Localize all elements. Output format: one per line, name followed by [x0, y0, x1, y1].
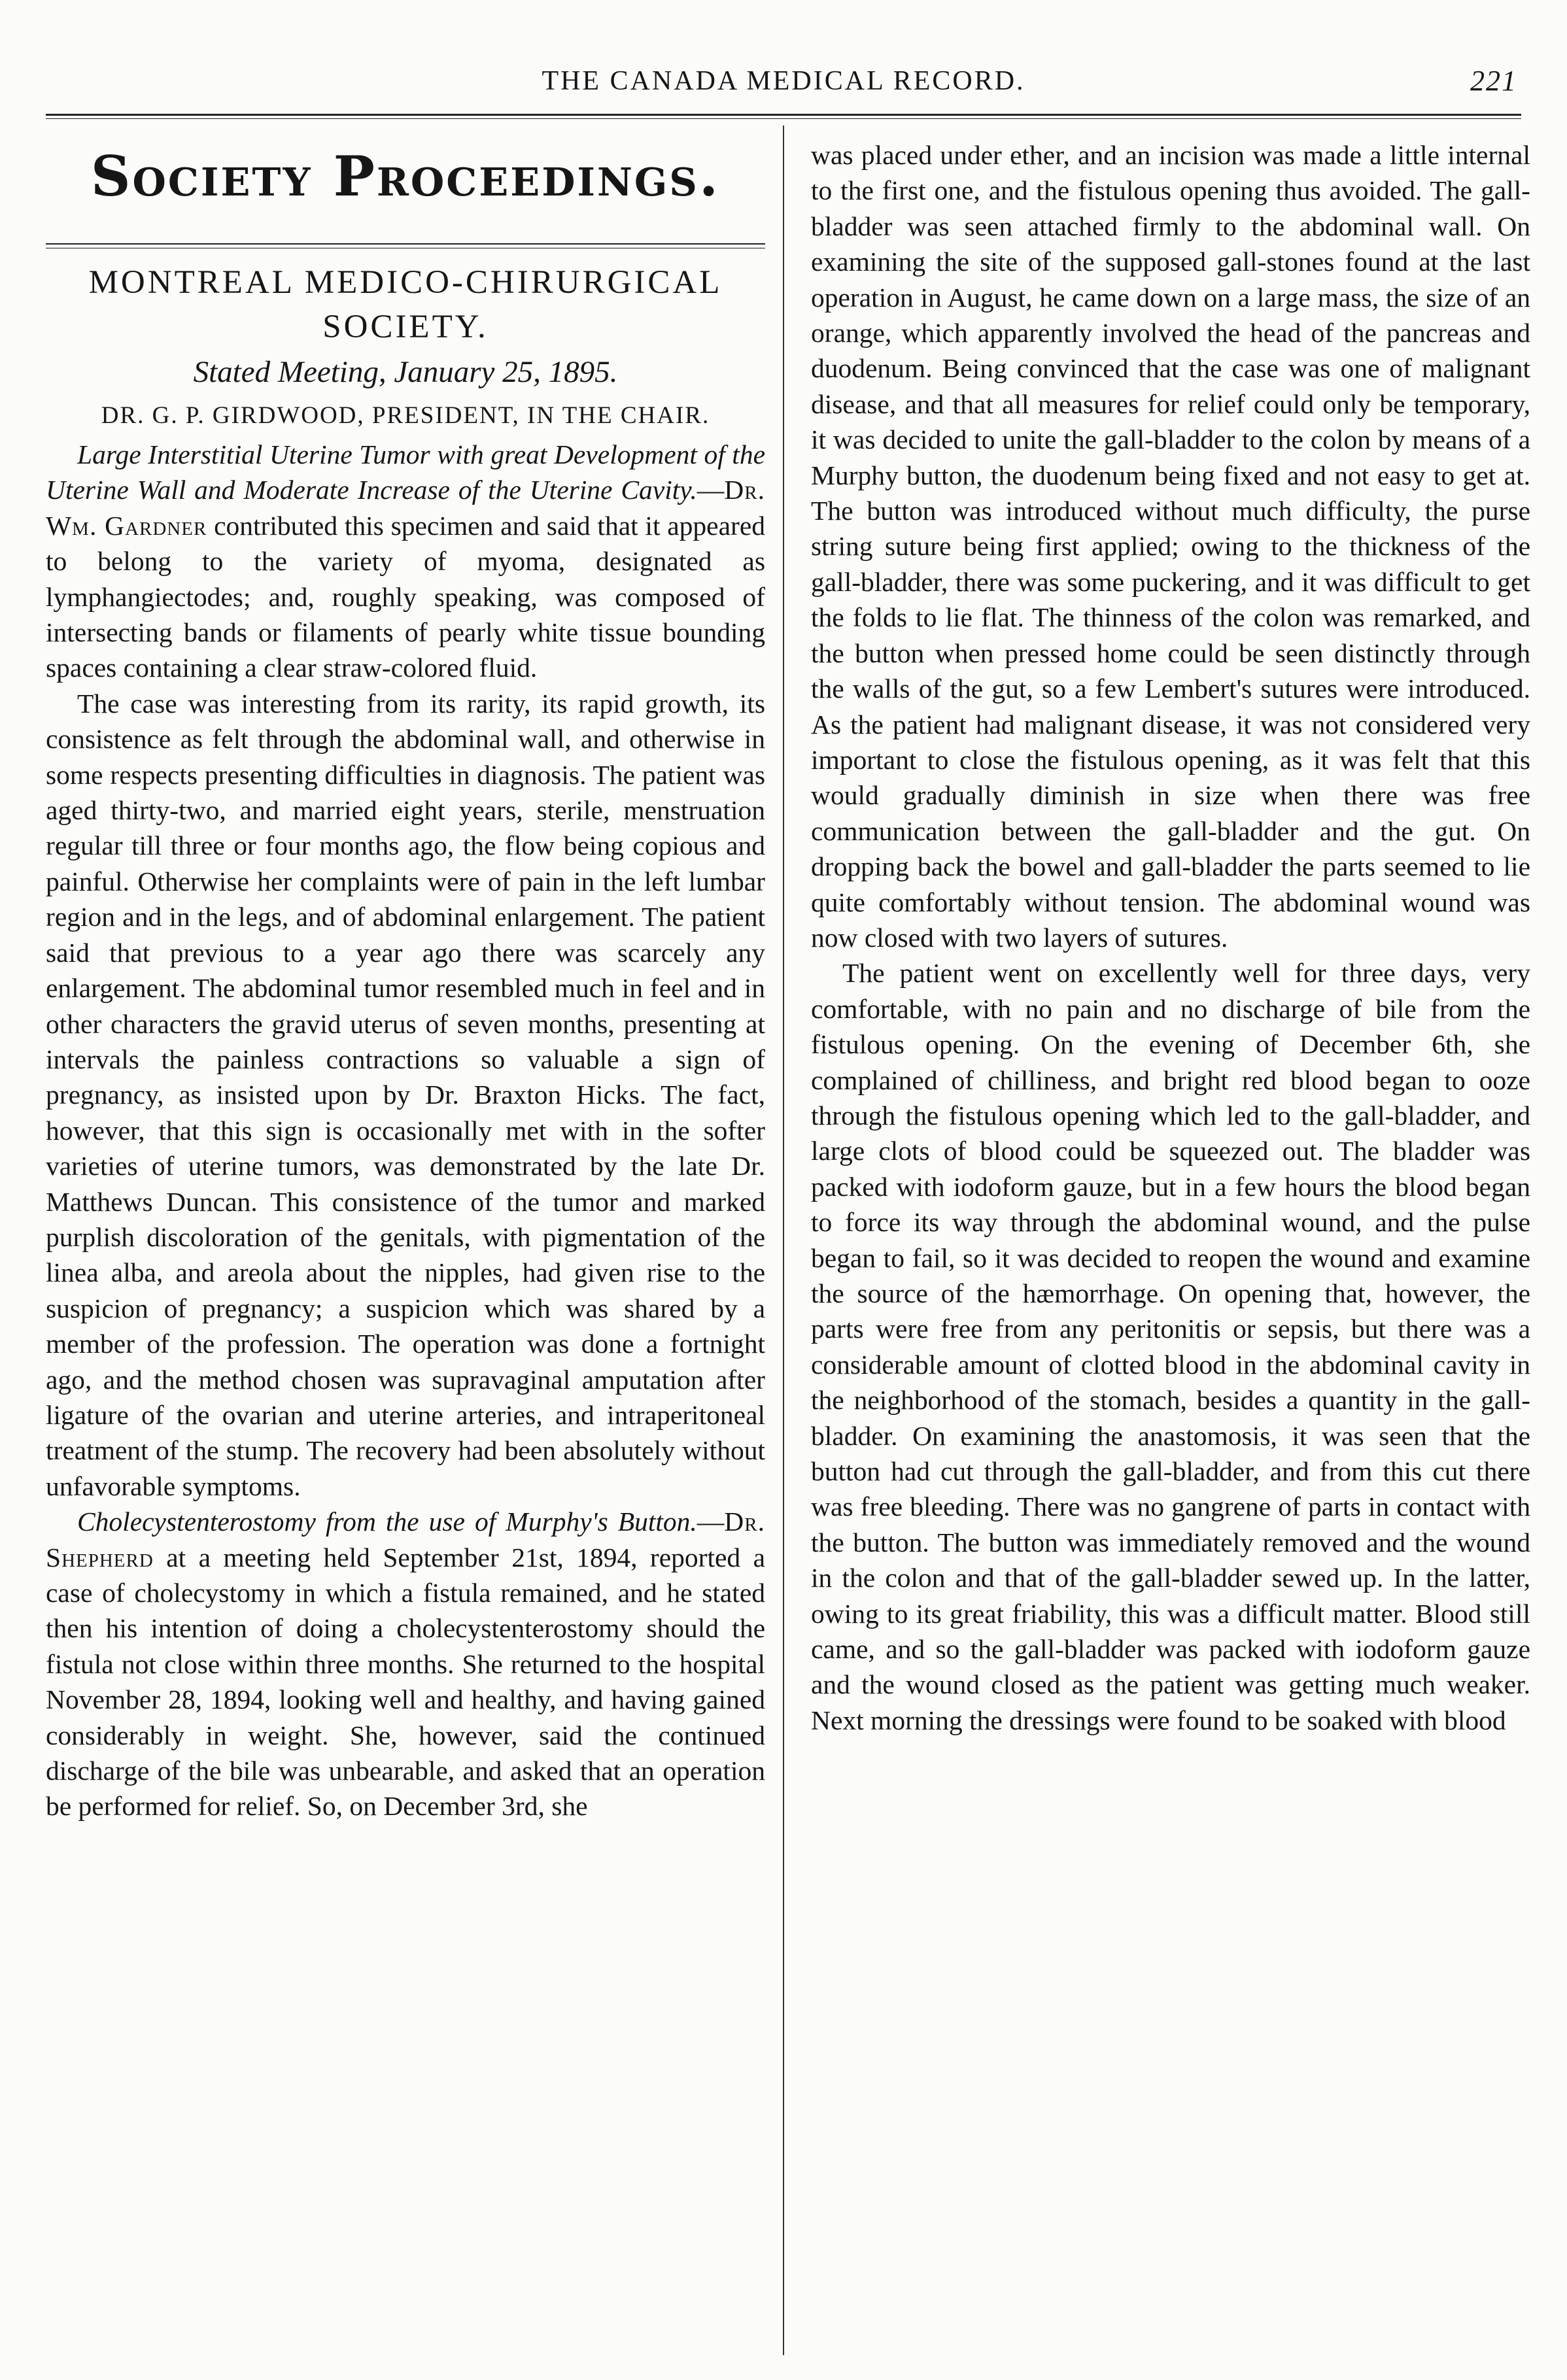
case-title: Large Interstitial Uterine Tumor with great Development of the Uterine Wall and Moderate Increase of the Uterine Cavity. [46, 439, 765, 505]
header-rule [46, 114, 1521, 116]
author-name: Dr. Shepherd [46, 1506, 765, 1572]
paragraph: Cholecystenterostomy from the use of Murphy's Button.—Dr. Shepherd at a meeting held September 21st, 1894, reported a case of cholecystomy in which a fistula remained, and he stated then his intention of doing a cholecystenterostomy should the fistula not close within three months. She returned to the hospital November 28, 1894, looking well and healthy, and having gained considerably in weight. She, however, said the continued discharge of the bile was unbearable, and asked that an operation be performed for relief. So, on December 3rd, she [46, 1506, 766, 1822]
author-name: Dr. Wm. Gardner [46, 475, 765, 541]
journal-title: THE CANADA MEDICAL RECORD. [542, 66, 1025, 96]
page-number: 221 [1470, 65, 1517, 97]
paragraph-text: at a meeting held September 21st, 1894, reported a case of cholecystomy in which a fistula remained, and he stated then his intention of doing a cholecystenterostomy should the fistula not close within three months. She returned to the hospital November 28, 1894, looking well and healthy, and having gained considerably in weight. She, however, said the continued discharge of the bile was unbearable, and asked that an operation be performed for relief. So, on December 3rd, she [46, 1542, 766, 1822]
header-rule-thin [46, 118, 1521, 119]
case-title: Cholecystenterostomy from the use of Murphy's Button. [77, 1506, 697, 1537]
section-masthead: Society Proceedings. [90, 144, 721, 209]
paragraph: The patient went on excellently well for three days, very comfortable, with no pain and no discharge of bile from the fistulous opening. On the evening of December 6th, she complained of chilliness, and bright red blood began to ooze through the fistulous opening which led to the gall-bladder, and large clots of blood could be squeezed out. The bladder was packed with iodoform gauze, but in a few hours the blood began to force its way through the abdominal wound, and the pulse began to fail, so it was decided to reopen the wound and examine the source of the hæmorrhage. On opening that, however, the parts were free from any peritonitis or sepsis, but there was a considerable amount of clotted blood in the abdominal cavity in the neighborhood of the stomach, besides a quantity in the gall-bladder. On examining the anastomosis, it was seen that the button had cut through the gall-bladder, and from this cut there was free bleeding. There was no gangrene of parts in contact with the button. The button was immediately removed and the wound in the colon and that of the gall-bladder sewed up. In the latter, owing to its great friability, this was a difficult matter. Blood still came, and so the gall-bladder was packed with iodoform gauze and the wound closed as the patient was getting much weaker. Next morning the dressings were found to be soaked with blood [811, 958, 1530, 1735]
page-header [46, 60, 1521, 106]
right-column [811, 137, 1530, 1738]
chair-line: DR. G. P. GIRDWOOD, PRESIDENT, IN THE CHAIR. [101, 402, 710, 429]
column-divider [783, 126, 784, 2355]
meeting-date: Stated Meeting, January 25, 1895. [193, 355, 618, 389]
paragraph: was placed under ether, and an incision was made a little internal to the first one, and the fistulous opening thus avoided. The gall-bladder was seen attached firmly to the abdominal wall. On examining the site of the supposed gall-stones found at the last operation in August, he came down on a large mass, the size of an orange, which apparently involved the head of the pancreas and duodenum. Being convinced that the case was one of malignant disease, and that all measures for relief could only be temporary, it was decided to unite the gall-bladder to the colon by means of a Murphy button, the duodenum being fixed and not easy to get at. The button was introduced without much difficulty, the purse string suture being first applied; owing to the thickness of the gall-bladder, there was some puckering, and it was difficult to get the folds to lie flat. The thinness of the colon was remarked, and the button when pressed home could be seen distinctly through the walls of the gut, so a few Lembert's sutures were introduced. As the patient had malignant disease, it was not considered very important to close the fistulous opening, as it was felt that this would gradually diminish in size when there was free communication between the gall-bladder and the gut. On dropping back the bowel and gall-bladder the parts seemed to lie quite comfortably without tension. The abdominal wound was now closed with two layers of sutures. [811, 140, 1530, 953]
society-name: MONTREAL MEDICO-CHIRURGICAL SOCIETY. [88, 264, 723, 345]
masthead-rule [46, 243, 765, 245]
paragraph: Large Interstitial Uterine Tumor with great Development of the Uterine Wall and Moderate Increase of the Uterine Cavity.—Dr. Wm. Gardner contributed this specimen and said that it appeared to belong to the variety of myoma, designated as lymphangiectodes; and, roughly speaking, was composed of intersecting bands or filaments of pearly white tissue bounding spaces containing a clear straw-colored fluid. [46, 439, 766, 683]
paragraph: The case was interesting from its rarity, its rapid growth, its consistence as felt through the abdominal wall, and otherwise in some respects presenting difficulties in diagnosis. The patient was aged thirty-two, and married eight years, sterile, menstruation regular till three or four months ago, the flow being copious and painful. Otherwise her complaints were of pain in the left lumbar region and in the legs, and of abdominal enlargement. The patient said that previous to a year ago there was scarcely any enlargement. The abdominal tumor resembled much in feel and in other characters the gravid uterus of seven months, presenting at intervals the painless contractions so valuable a sign of pregnancy, as insisted upon by Dr. Braxton Hicks. The fact, however, that this sign is occasionally met with in the softer varieties of uterine tumors, was demonstrated by the late Dr. Matthews Duncan. This consistence of the tumor and marked purplish discoloration of the genitals, with pigmentation of the linea alba, and areola about the nipples, had given rise to the suspicion of pregnancy; a suspicion which was shared by a member of the profession. The operation was done a fortnight ago, and the method chosen was supravaginal amputation after ligature of the ovarian and uterine arteries, and intraperitoneal treatment of the stump. The recovery had been absolutely without unfavorable symptoms. [46, 688, 765, 1501]
left-column [46, 137, 765, 1824]
paragraph-text: contributed this specimen and said that it appeared to belong to the variety of myoma, designated as lymphangiectodes; and, roughly speaking, was composed of intersecting bands or filaments of pearly white tissue bounding spaces containing a clear straw-colored fluid. [46, 510, 766, 683]
